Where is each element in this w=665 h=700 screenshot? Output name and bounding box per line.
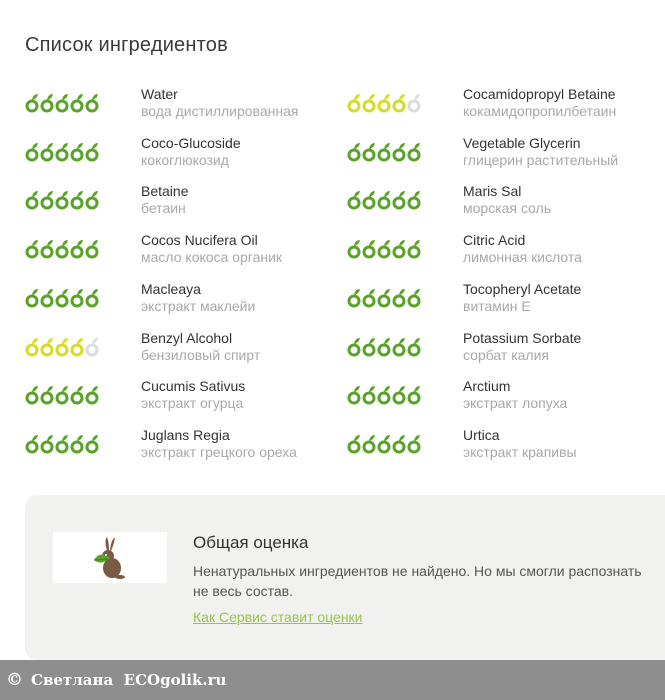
ingredient-name: Juglans Regia bbox=[141, 426, 230, 443]
acorn-icon bbox=[379, 191, 390, 208]
acorn-icon bbox=[409, 240, 420, 257]
acorn-icon bbox=[57, 143, 68, 160]
ingredient-translation: бетаин bbox=[141, 200, 186, 217]
ingredient-translation: экстракт крапивы bbox=[463, 443, 577, 460]
ingredient-rating bbox=[347, 189, 422, 211]
acorn-icon bbox=[72, 143, 83, 160]
acorn-icon bbox=[57, 289, 68, 306]
acorn-icon bbox=[394, 94, 405, 111]
acorn-icon bbox=[27, 240, 38, 257]
ingredient-name: Cucumis Sativus bbox=[141, 378, 246, 395]
acorn-icon bbox=[42, 191, 53, 208]
acorn-icon bbox=[42, 143, 53, 160]
ingredient-row[interactable] bbox=[347, 131, 665, 171]
ingredient-row[interactable] bbox=[347, 423, 665, 463]
ingredient-translation: экстракт маклейи bbox=[141, 297, 256, 314]
acorn-icon bbox=[379, 289, 390, 306]
ingredient-rating bbox=[347, 141, 422, 163]
summary-title: Общая оценка bbox=[193, 533, 309, 552]
acorn-icon bbox=[57, 338, 68, 355]
acorn-icon bbox=[72, 191, 83, 208]
ingredient-rating bbox=[347, 287, 422, 309]
acorn-icon bbox=[72, 386, 83, 403]
acorn-icon bbox=[394, 143, 405, 160]
acorn-icon bbox=[27, 338, 38, 355]
page-title: Список ингредиентов bbox=[25, 34, 228, 56]
acorn-icon bbox=[87, 143, 98, 160]
ingredient-rating bbox=[25, 141, 100, 163]
ingredient-rating bbox=[347, 92, 422, 114]
ingredient-name: Coco-Glucoside bbox=[141, 134, 241, 151]
acorn-icon bbox=[394, 240, 405, 257]
acorn-icon bbox=[87, 289, 98, 306]
acorn-icon bbox=[42, 386, 53, 403]
ingredient-rating bbox=[347, 433, 422, 455]
acorn-icon bbox=[27, 143, 38, 160]
acorn-icon bbox=[379, 143, 390, 160]
acorn-icon bbox=[409, 338, 420, 355]
ingredient-name: Benzyl Alcohol bbox=[141, 329, 233, 346]
acorn-icon bbox=[27, 191, 38, 208]
ingredient-rating bbox=[25, 336, 100, 358]
acorn-icon bbox=[379, 240, 390, 257]
acorn-icon bbox=[394, 435, 405, 452]
acorn-icon bbox=[364, 435, 375, 452]
summary-card bbox=[25, 495, 665, 660]
ingredient-rating bbox=[347, 384, 422, 406]
acorn-icon bbox=[349, 338, 360, 355]
ingredient-name: Macleaya bbox=[141, 280, 201, 297]
ingredient-name: Cocos Nucifera Oil bbox=[141, 232, 258, 249]
acorn-icon bbox=[379, 386, 390, 403]
ingredient-translation: экстракт грецкого ореха bbox=[141, 443, 297, 460]
ingredient-rating bbox=[25, 433, 100, 455]
acorn-icon bbox=[87, 435, 98, 452]
acorn-icon bbox=[379, 94, 390, 111]
acorn-icon bbox=[27, 386, 38, 403]
acorn-icon bbox=[349, 289, 360, 306]
ingredient-name: Urtica bbox=[463, 426, 500, 443]
ingredient-row[interactable] bbox=[347, 228, 665, 268]
acorn-icon bbox=[42, 338, 53, 355]
ingredient-row[interactable] bbox=[347, 326, 665, 366]
acorn-icon bbox=[72, 94, 83, 111]
acorn-icon bbox=[409, 143, 420, 160]
acorn-icon bbox=[349, 435, 360, 452]
ingredient-name: Arctium bbox=[463, 378, 511, 395]
ingredient-name: Betaine bbox=[141, 183, 189, 200]
ingredient-name: Tocopheryl Acetate bbox=[463, 280, 582, 297]
acorn-icon bbox=[409, 386, 420, 403]
ingredient-translation: глицерин растительный bbox=[463, 151, 619, 168]
acorn-icon bbox=[364, 289, 375, 306]
acorn-icon bbox=[27, 435, 38, 452]
ingredient-translation: витамин Е bbox=[463, 297, 531, 314]
acorn-icon bbox=[57, 191, 68, 208]
ingredient-name: Vegetable Glycerin bbox=[463, 134, 581, 151]
ingredient-rating bbox=[25, 238, 100, 260]
acorn-icon bbox=[364, 94, 375, 111]
acorn-icon bbox=[409, 94, 420, 111]
acorn-icon bbox=[72, 435, 83, 452]
acorn-icon bbox=[27, 289, 38, 306]
acorn-icon bbox=[87, 94, 98, 111]
ingredient-translation: кокоглюкозид bbox=[141, 151, 229, 168]
summary-text: Ненатуральных ингредиентов не найдено. Но мы смогли распознать не весь состав. bbox=[193, 563, 642, 599]
ingredient-row[interactable] bbox=[347, 179, 665, 219]
ingredient-translation: лимонная кислота bbox=[463, 249, 582, 266]
ingredient-translation: морская соль bbox=[463, 200, 551, 217]
ingredient-row[interactable] bbox=[347, 277, 665, 317]
acorn-icon bbox=[87, 191, 98, 208]
ingredient-row[interactable] bbox=[25, 374, 345, 414]
acorn-icon bbox=[42, 289, 53, 306]
acorn-icon bbox=[364, 191, 375, 208]
acorn-icon bbox=[349, 94, 360, 111]
ingredient-name: Cocamidopropyl Betaine bbox=[463, 86, 616, 102]
rabbit-leaf-icon bbox=[90, 536, 130, 580]
acorn-icon bbox=[42, 240, 53, 257]
acorn-icon bbox=[349, 191, 360, 208]
ingredient-row[interactable] bbox=[25, 326, 345, 366]
acorn-icon bbox=[364, 338, 375, 355]
watermark-footer bbox=[0, 660, 665, 700]
acorn-icon bbox=[57, 94, 68, 111]
acorn-icon bbox=[57, 386, 68, 403]
ingredient-translation: вода дистиллированная bbox=[141, 103, 299, 119]
acorn-icon bbox=[72, 240, 83, 257]
ingredient-translation: экстракт лопуха bbox=[463, 395, 568, 412]
acorn-icon bbox=[349, 386, 360, 403]
ingredient-translation: экстракт огурца bbox=[141, 395, 244, 412]
rating-method-link[interactable]: Как Сервис ставит оценки bbox=[193, 609, 363, 625]
ingredient-name: Potassium Sorbate bbox=[463, 329, 582, 346]
acorn-icon bbox=[349, 240, 360, 257]
ingredient-translation: сорбат калия bbox=[463, 346, 549, 363]
ingredient-row[interactable] bbox=[25, 179, 345, 219]
ingredient-rating bbox=[25, 384, 100, 406]
ingredient-rating bbox=[347, 238, 422, 260]
acorn-icon bbox=[394, 191, 405, 208]
ingredient-rating bbox=[347, 336, 422, 358]
acorn-icon bbox=[87, 240, 98, 257]
ingredient-row[interactable] bbox=[25, 131, 345, 171]
acorn-icon bbox=[394, 338, 405, 355]
acorn-icon bbox=[87, 386, 98, 403]
ingredient-row[interactable] bbox=[25, 82, 345, 122]
acorn-icon bbox=[42, 435, 53, 452]
acorn-icon bbox=[72, 289, 83, 306]
acorn-icon bbox=[57, 435, 68, 452]
acorn-icon bbox=[349, 143, 360, 160]
acorn-icon bbox=[409, 435, 420, 452]
acorn-icon bbox=[364, 386, 375, 403]
ingredient-translation: масло кокоса органик bbox=[141, 249, 283, 266]
acorn-icon bbox=[379, 338, 390, 355]
acorn-icon bbox=[364, 240, 375, 257]
copyright-symbol: © bbox=[6, 670, 23, 690]
acorn-icon bbox=[87, 338, 98, 355]
footer-site: ECOgolik.ru bbox=[123, 671, 227, 689]
ingredient-name: Maris Sal bbox=[463, 183, 522, 200]
ingredient-row[interactable] bbox=[25, 423, 345, 463]
ingredient-translation: бензиловый спирт bbox=[141, 346, 261, 363]
acorn-icon bbox=[409, 191, 420, 208]
acorn-icon bbox=[42, 94, 53, 111]
acorn-icon bbox=[409, 289, 420, 306]
ingredient-row[interactable] bbox=[347, 374, 665, 414]
ingredient-rating bbox=[25, 189, 100, 211]
summary-logo bbox=[53, 532, 167, 583]
ingredient-row[interactable] bbox=[25, 228, 345, 268]
acorn-icon bbox=[394, 289, 405, 306]
ingredient-translation: кокамидопропилбетаин bbox=[463, 103, 617, 119]
acorn-icon bbox=[57, 240, 68, 257]
acorn-icon bbox=[72, 338, 83, 355]
acorn-icon bbox=[394, 386, 405, 403]
ingredient-row[interactable] bbox=[347, 82, 665, 122]
footer-author: Светлана bbox=[31, 671, 114, 689]
acorn-icon bbox=[364, 143, 375, 160]
acorn-icon bbox=[379, 435, 390, 452]
ingredient-name: Water bbox=[141, 86, 178, 102]
ingredient-row[interactable] bbox=[25, 277, 345, 317]
ingredient-rating bbox=[25, 92, 100, 114]
ingredient-name: Citric Acid bbox=[463, 232, 526, 249]
ingredient-rating bbox=[25, 287, 100, 309]
acorn-icon bbox=[27, 94, 38, 111]
